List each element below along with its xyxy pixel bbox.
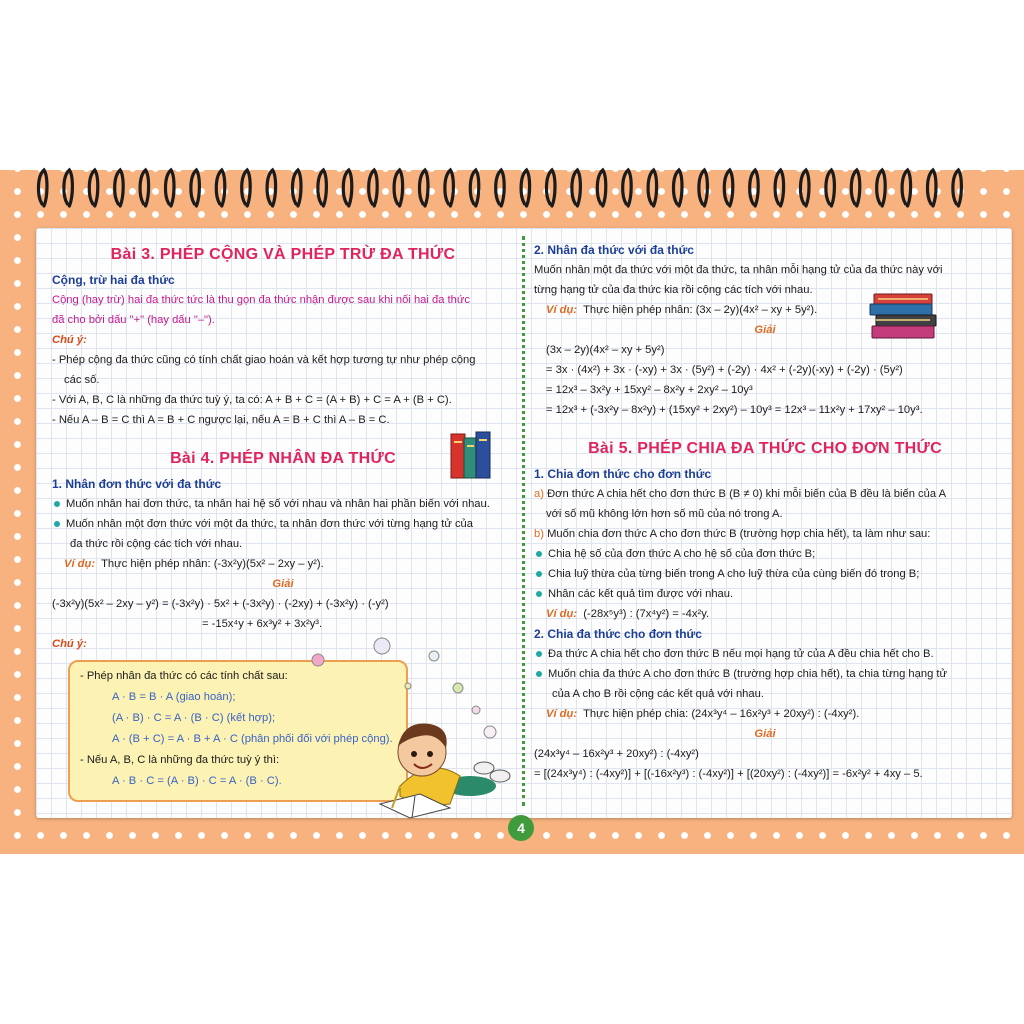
spiral-ring-icon: [648, 170, 657, 206]
spiral-ring-icon: [292, 170, 301, 206]
spiral-ring-icon: [369, 170, 378, 206]
spiral-ring-icon: [470, 170, 479, 206]
box-line-4: A · (B + C) = A · B + A · C (phân phối đối với phép cộng).: [112, 733, 393, 745]
section2-solution-line3: = 12x³ – 3x²y + 15xy² – 8x²y + 2xy² – 10y³: [546, 384, 753, 396]
bullet-icon: [536, 651, 542, 657]
spiral-ring-icon: [496, 170, 505, 206]
page-number: 4: [508, 815, 534, 841]
spiral-ring-icon: [877, 170, 886, 206]
lesson3-note2: - Với A, B, C là những đa thức tuỳ ý, ta có: A + B + C = (A + B) + C = A + (B + C).: [52, 394, 452, 406]
spiral-ring-icon: [927, 170, 936, 206]
spiral-ring-icon: [216, 170, 225, 206]
book-pile-icon: [868, 292, 940, 342]
section2-title: 2. Nhân đa thức với đa thức: [534, 243, 694, 257]
column-divider: [522, 236, 525, 806]
bullet-icon: [536, 551, 542, 557]
section2-solution-label: Giải: [754, 324, 776, 336]
lesson5-bullet1: Đa thức A chia hết cho đơn thức B nếu mọi hạng tử của A đều chia hết cho B.: [548, 648, 934, 660]
lesson4-title: Bài 4. PHÉP NHÂN ĐA THỨC: [170, 450, 396, 467]
lesson5-step3: Nhân các kết quả tìm được với nhau.: [548, 588, 734, 600]
spiral-ring-icon: [419, 170, 428, 206]
box-line-2: A · B = B · A (giao hoán);: [112, 691, 236, 703]
section2-example-label: Ví dụ:: [546, 304, 578, 316]
spiral-ring-icon: [851, 170, 860, 206]
lesson5-section2: 2. Chia đa thức cho đơn thức: [534, 627, 702, 641]
lesson3-note1-line2: các số.: [64, 374, 100, 386]
lesson5-a-line1: Đơn thức A chia hết cho đơn thức B (B ≠ 0) khi mỗi biến của B đều là biến của A: [547, 488, 947, 500]
spiral-ring-icon: [242, 170, 251, 206]
lesson5-bullet2-line2: của A cho B rồi cộng các kết quả với nhau.: [552, 688, 764, 700]
lesson3-subtitle: Cộng, trừ hai đa thức: [52, 273, 175, 287]
spiral-ring-icon: [800, 170, 809, 206]
lesson3-definition-line2: đã cho bởi dấu "+" (hay dấu "–").: [52, 314, 215, 326]
lesson3-note-label: Chú ý:: [52, 334, 87, 346]
section2-example-text: Thực hiện phép nhân: (3x – 2y)(4x² – xy + 5y²).: [583, 304, 818, 316]
spiral-ring-icon: [165, 170, 174, 206]
spiral-ring-icon: [597, 170, 606, 206]
lesson4-bullet2-line2: đa thức rồi cộng các tích với nhau.: [70, 538, 243, 550]
section2-rule-line1: Muốn nhân một đa thức với một đa thức, ta nhân mỗi hạng tử của đa thức này với: [534, 264, 943, 276]
spiral-ring-icon: [318, 170, 327, 206]
bullet-icon: [54, 501, 60, 507]
lesson5-step1: Chia hệ số của đơn thức A cho hệ số của đơn thức B;: [548, 548, 816, 560]
lesson4-solution-label: Giải: [272, 578, 294, 590]
lesson5-example1-text: (-28x⁵y³) : (7x⁴y²) = -4x²y.: [583, 608, 710, 620]
spiral-ring-icon: [521, 170, 530, 206]
lesson5-step2: Chia luỹ thừa của từng biến trong A cho luỹ thừa của cùng biến đó trong B;: [548, 568, 920, 580]
spiral-ring-icon: [394, 170, 403, 206]
spiral-ring-icon: [267, 170, 276, 206]
lesson4-note-label: Chú ý:: [52, 638, 87, 650]
bullet-icon: [536, 571, 542, 577]
lesson4-solution-line1: (-3x²y)(5x² – 2xy – y²) = (-3x²y) · 5x² + (-3x²y) · (-2xy) + (-3x²y) · (-y²): [52, 598, 389, 610]
spiral-ring-icon: [191, 170, 200, 206]
spiral-binding: [0, 166, 1024, 226]
lesson5-b-line: Muốn chia đơn thức A cho đơn thức B (trường hợp chia hết), ta làm như sau:: [547, 528, 931, 540]
lesson4-section1: 1. Nhân đơn thức với đa thức: [52, 477, 222, 491]
box-line-1: - Phép nhân đa thức có các tính chất sau:: [80, 670, 288, 682]
book-stack-icon: [448, 428, 494, 482]
bullet-icon: [536, 671, 542, 677]
spiral-ring-icon: [89, 170, 98, 206]
section2-solution-line4: = 12x³ + (-3x²y – 8x²y) + (15xy² + 2xy²) – 10y³ = 12x³ – 11x²y + 17xy² – 10y³.: [546, 404, 923, 416]
lesson5-example2-label: Ví dụ:: [546, 708, 578, 720]
lesson5-example1-label: Ví dụ:: [546, 608, 578, 620]
spiral-ring-icon: [445, 170, 454, 206]
spiral-ring-icon: [546, 170, 555, 206]
bullet-icon: [536, 591, 542, 597]
item-a-marker: a): [534, 488, 544, 500]
spiral-ring-icon: [750, 170, 759, 206]
lesson4-solution-line2: = -15x⁴y + 6x³y² + 3x²y³.: [202, 618, 323, 630]
lesson4-example-label: Ví dụ:: [64, 558, 96, 570]
lesson5-section1: 1. Chia đơn thức cho đơn thức: [534, 467, 712, 481]
lesson4-bullet2-line1: Muốn nhân một đơn thức với một đa thức, ta nhân đơn thức với từng hạng tử của: [66, 518, 473, 530]
lesson4-example-text: Thực hiện phép nhân: (-3x²y)(5x² – 2xy – y²).: [101, 558, 324, 570]
lesson4-bullet1: Muốn nhân hai đơn thức, ta nhân hai hệ số với nhau và nhân hai phần biến với nhau.: [66, 498, 490, 510]
spiral-ring-icon: [115, 170, 124, 206]
spiral-ring-icon: [826, 170, 835, 206]
lesson5-title: Bài 5. PHÉP CHIA ĐA THỨC CHO ĐƠN THỨC: [588, 440, 942, 457]
lesson5-example2-text: Thực hiện phép chia: (24x³y⁴ – 16x²y³ + 20xy²) : (-4xy²).: [583, 708, 860, 720]
spiral-ring-icon: [775, 170, 784, 206]
section2-solution-line2: = 3x · (4x²) + 3x · (-xy) + 3x · (5y²) + (-2y) · 4x² + (-2y)(-xy) + (-2y) · (5y²): [546, 364, 903, 376]
spiral-ring-icon: [673, 170, 682, 206]
spiral-ring-icon: [343, 170, 352, 206]
spiral-ring-icon: [64, 170, 73, 206]
lesson3-note3: - Nếu A – B = C thì A = B + C ngược lại, nếu A = B + C thì A – B = C.: [52, 414, 390, 426]
box-line-6: A · B · C = (A · B) · C = A · (B · C).: [112, 775, 282, 787]
lesson5-a-line2: với số mũ không lớn hơn số mũ của nó trong A.: [546, 508, 783, 520]
spiral-ring-icon: [38, 170, 961, 206]
spiral-ring-icon: [699, 170, 708, 206]
reading-boy-illustration: [300, 636, 520, 826]
spiral-ring-icon: [572, 170, 581, 206]
lesson5-solution-line1: (24x³y⁴ – 16x²y³ + 20xy²) : (-4xy²): [534, 748, 699, 760]
spiral-ring-icon: [724, 170, 733, 206]
lesson3-definition-line1: Cộng (hay trừ) hai đa thức tức là thu gọn đa thức nhận được sau khi nối hai đa thức: [52, 294, 470, 306]
section2-rule-line2: từng hạng tử của đa thức kia rồi cộng các tích với nhau.: [534, 284, 813, 296]
bullet-icon: [54, 521, 60, 527]
box-line-5: - Nếu A, B, C là những đa thức tuỳ ý thì:: [80, 754, 280, 766]
lesson5-bullet2-line1: Muốn chia đa thức A cho đơn thức B (trường hợp chia hết), ta chia từng hạng tử: [548, 668, 948, 680]
spiral-ring-icon: [140, 170, 149, 206]
spiral-ring-icon: [953, 170, 962, 206]
spiral-ring-icon: [623, 170, 632, 206]
lesson5-solution-label: Giải: [754, 728, 776, 740]
section2-solution-line1: (3x – 2y)(4x² – xy + 5y²): [546, 344, 665, 356]
spiral-ring-icon: [902, 170, 911, 206]
box-line-3: (A · B) · C = A · (B · C) (kết hợp);: [112, 712, 276, 724]
lesson5-solution-line2: = [(24x³y⁴) : (-4xy²)] + [(-16x²y³) : (-4xy²)] + [(20xy²) : (-4xy²)] = -6x²y² + 4xy – 5.: [534, 768, 923, 780]
item-b-marker: b): [534, 528, 544, 540]
spiral-ring-icon: [38, 170, 47, 206]
lesson3-title: Bài 3. PHÉP CỘNG VÀ PHÉP TRỪ ĐA THỨC: [110, 246, 456, 263]
lesson3-note1-line1: - Phép cộng đa thức cũng có tính chất giao hoán và kết hợp tương tự như phép cộng: [52, 354, 476, 366]
